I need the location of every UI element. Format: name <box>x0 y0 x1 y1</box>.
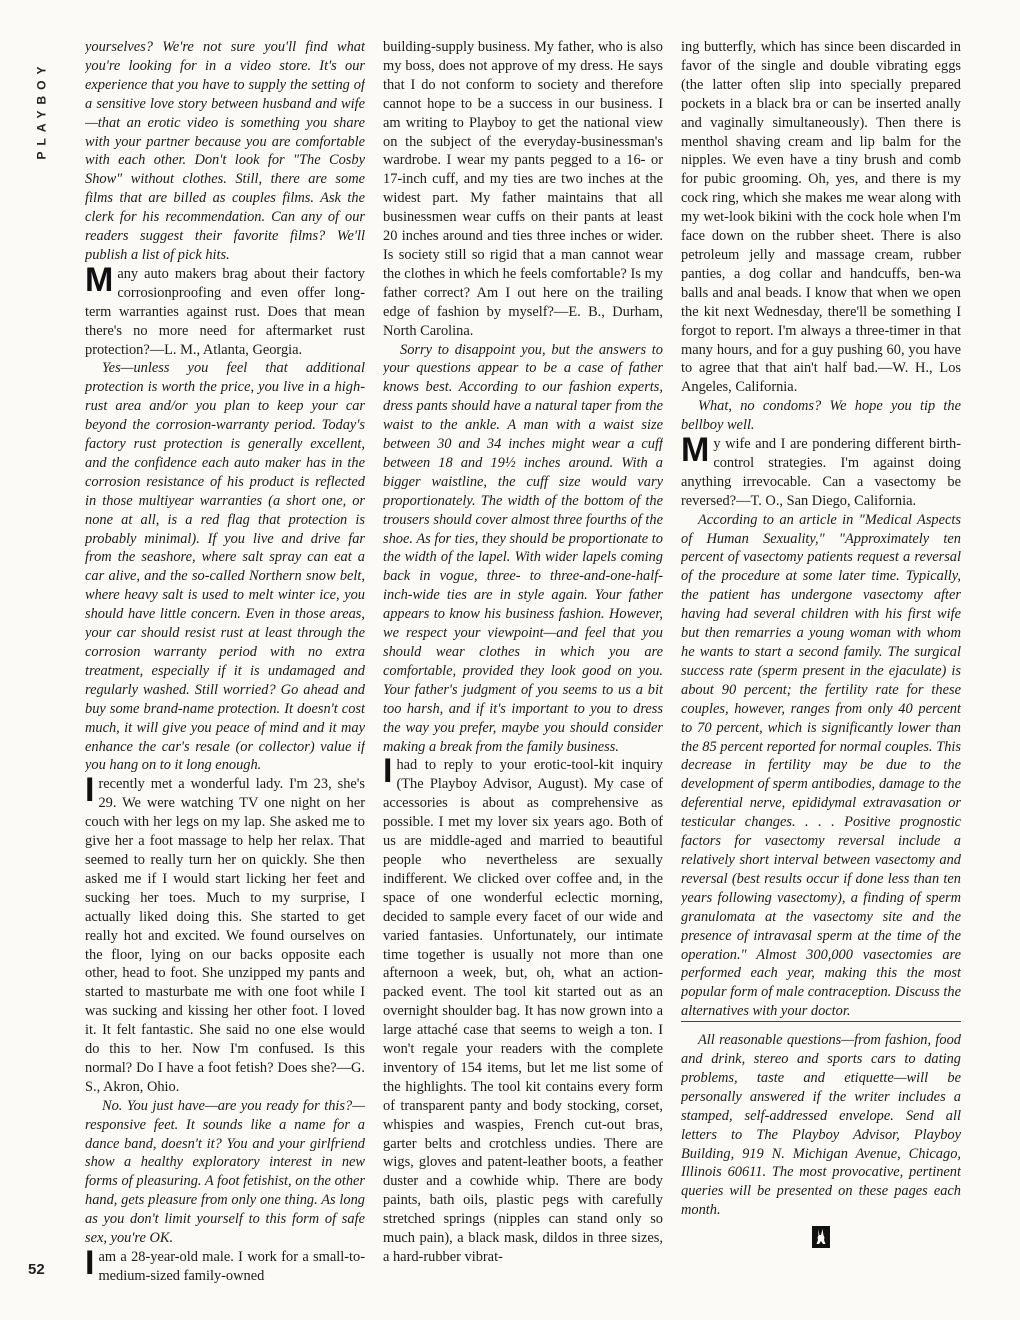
text-column-3 <box>681 38 961 1298</box>
page-number: 52 <box>28 1261 45 1278</box>
question-text: y wife and I are pondering different birth-control strategies. I'm against doing anything irrevocable. Can a vasectomy be reversed?—T. O., San Diego, California. <box>681 436 961 509</box>
drop-cap: I <box>85 1244 95 1282</box>
question-text: am a 28-year-old male. I work for a small-to-medium-sized family-owned <box>98 1249 365 1284</box>
question-text: had to reply to your erotic-tool-kit inquiry (The Playboy Advisor, August). My case of accessories is about as comprehensive as possible. I met my lover six years ago. Both of us are middle-aged and married to beautiful people who nevertheless are sexually indifferent. We clicked over coffee and, in the space of one wonderful eclectic morning, decided to sample every facet of our wide and varied fantasies. Unfortunately, our intimate time together is usually not more than one afternoon a week, but, oh, what an action-packed event. The tool kit started out as an overnight shoulder bag. It has now grown into a large attaché case that seems to weigh a ton. I won't regale your readers with the complete inventory of 154 items, but let me list some of the highlights. The tool kit contains every form of transparent panty and body stocking, corset, whispies and waspies, French cut-out bras, garter belts and crotchless undies. There are wigs, gloves and patent-leather boots, a feather duster and a cowhide whip. There are body paints, bath oils, plastic pegs with carefully stretched springs (nipples can stand only so much pain), a black mask, dildos in three sizes, a hard-rubber vibrat- <box>383 757 663 1265</box>
magazine-name: PLAYBOY <box>34 60 48 160</box>
rabbit-logo-icon <box>812 1226 830 1248</box>
reader-question <box>383 752 663 1266</box>
question-text: recently met a wonderful lady. I'm 23, she's 29. We were watching TV one night on her couch with her legs on my lap. She asked me to give her a foot massage to help her relax. That seemed to really turn her on quickly. She then asked me if I would start licking her feet and sucking her toes. Much to my surprise, I actually liked doing this. She started to get really hot and excited. We found ourselves on the floor, lying on our backs opposite each other, head to foot. She unzipped my pants and started to masturbate me with one foot while I was sucking and kissing her other foot. I loved it. It felt fantastic. She said no one else would do this to her. Now I'm confused. Is this normal? Do I have a foot fetish? Does she?—G. S., Akron, Ohio. <box>85 776 365 1095</box>
advisor-answer: No. You just have—are you ready for this?—responsive feet. It sounds like a name for a dance band, doesn't it? You and your girlfriend show a healthy exploratory interest in new forms of pleasuring. A foot fetishist, on the other hand, gets pleasure from only one thing. As long as you don't limit yourself to this form of safe sex, you're OK. <box>85 1097 365 1247</box>
reader-question <box>85 771 365 1096</box>
reader-question <box>85 260 365 360</box>
closing-text: All reasonable questions—from fashion, food and drink, stereo and sports cars to dating problems, taste and etiquette—will be personally answered if the writer includes a stamped, self-addressed envelope. Send all letters to The Playboy Advisor, Playboy Building, 919 N. Michigan Avenue, Chicago, Illinois 60611. The most provocative, pertinent queries will be presented on these pages each month. <box>681 1032 961 1219</box>
text-column-2 <box>383 38 663 1298</box>
question-text: any auto makers brag about their factory corrosionproofing and even offer long-term warranties against rust. Does that mean there's no more need for aftermarket rust protection?—L. M., Atlanta, Georgia. <box>85 265 365 358</box>
advisor-answer: Sorry to disappoint you, but the answers to your questions appear to be a case of father knows best. According to our fashion experts, dress pants should have a natural taper from the waist to the ankle. A man with a waist size between 30 and 34 inches might wear a cuff between 18 and 19½ inches around. With a bigger waistline, the cuff size would vary proportionately. The width of the bottom of the trousers should cover almost three fourths of the shoe. As for ties, they should be proportionate to the width of the lapel. With wider lapels coming back in vogue, three- to three-and-one-half-inch-wide ties are in style again. Your father appears to know his business fashion. However, we respect your viewpoint—and feel that you should wear clothes in which you are comfortable, provided they look good on you. Your father's judgment of you seems to us a bit too harsh, and if it's important to you to dress the way you prefer, maybe you should consider making a break from the family business. <box>383 341 663 755</box>
advisor-answer: What, no condoms? We hope you tip the bellboy well. <box>681 398 961 434</box>
reader-question <box>681 431 961 511</box>
letter-paragraph: ing butterfly, which has since been discarded in favor of the single and double vibrating eggs (the latter often slip into specially prepared pockets in a black bra or can be inserted anally and vaginally simultaneously). Then there is menthol shaving cream and lip balm for the nipples. We even have a tiny brush and comb for pubic grooming. Oh, yes, and there is my cock ring, which she makes me wear along with my wet-look bikini with the cock hole when I'm face down on the rubber sheet. There is also petroleum jelly and massage cream, rubber panties, a dog collar and handcuffs, ben-wa balls and anal beads. I know that when we open the kit next Wednesday, there'll be something I forgot to report. I'm always a three-timer in that many hours, and for a guy pushing 60, you have to agree that that ain't half bad.—W. H., Los Angeles, California. <box>681 39 961 396</box>
drop-cap: I <box>85 771 95 810</box>
reader-question <box>85 1244 365 1286</box>
drop-cap: M <box>85 260 114 299</box>
text-column-1 <box>85 38 365 1298</box>
advisor-answer: yourselves? We're not sure you'll find what you're looking for in a video store. It's our experience that you have to supply the setting of a sensitive love story between husband and wife—that an erotic video is something you share with your partner because you are comfortable with each other. Don't look for "The Cosby Show" without clothes. Still, there are some films that are billed as couples films. Ask the clerk for his recommendation. Can any of our readers suggest their favorite films? We'll publish a list of pick hits. <box>85 39 365 263</box>
letter-paragraph: building-supply business. My father, who is also my boss, does not approve of my dress. He says that I do not conform to society and therefore cannot hope to be a success in our business. I am writing to Playboy to get the national view on the subject of the everyday-businessman's wardrobe. I wear my pants pegged to a 16- or 17-inch cuff, and my ties are two inches at the widest part. My father maintains that all businessmen wear cuffs on their pants at least 20 inches around and ties three inches or wider. Is society still so rigid that a man cannot wear the clothes in which he feels comfortable? Is my father correct? Am I out here on the trailing edge of fashion by myself?—E. B., Durham, North Carolina. <box>383 39 663 339</box>
advisor-answer: According to an article in "Medical Aspects of Human Sexuality," "Approximately ten percent of vasectomy patients request a reversal of the procedure at some later time. Typically, the patient has undergone vasectomy after having had several children with his first wife but then remarries a young woman with whom he wants to start a second family. The surgical success rate (sperm present in the ejaculate) is about 90 percent; the fertility rate for these couples, however, ranges from only 40 percent to 70 percent, which is significantly lower than the 85 percent reported for normal couples. This decrease in fertility may be due to the development of sperm antibodies, damage to the deferential nerve, epididymal extravasation or testicular changes. . . . Positive prognostic factors for vasectomy reversal include a relatively short interval between vasectomy and reversal (best results occur if done less than ten years following vasectomy), a finding of sperm granulomata at the vasectomy site and the presence of intravasal sperm at the time of the operation." Almost 300,000 vasectomies are performed each year, making this the most popular form of male contraception. Discuss the alternatives with your doctor. <box>681 511 961 1020</box>
drop-cap: I <box>383 752 393 791</box>
running-head <box>30 40 52 180</box>
advisor-answer: Yes—unless you feel that additional protection is worth the price, you live in a high-rust area and/or you plan to keep your car beyond the corrosion-warranty period. Today's factory rust protection is generally excellent, and the confidence each auto maker has in the corrosion resistance of his product is reflected in those multiyear warranties (a short one, or none at all, is a red flag that protection is probably minimal). If you live and drive far from the seashore, where salt spray can eat a car alive, and the so-called Northern snow belt, where heavy salt is used to melt winter ice, you should have little concern. Even in those areas, your car should resist rust at least through the corrosion warranty period with no extra treatment, especially if it is undamaged and regularly washed. Still worried? Go ahead and buy some brand-name protection. It doesn't cost much, it will give you peace of mind and it may enhance the car's resale (or collector) value if you hang on to it long enough. <box>85 360 365 774</box>
closing-note <box>681 1021 961 1248</box>
drop-cap: M <box>681 431 710 470</box>
